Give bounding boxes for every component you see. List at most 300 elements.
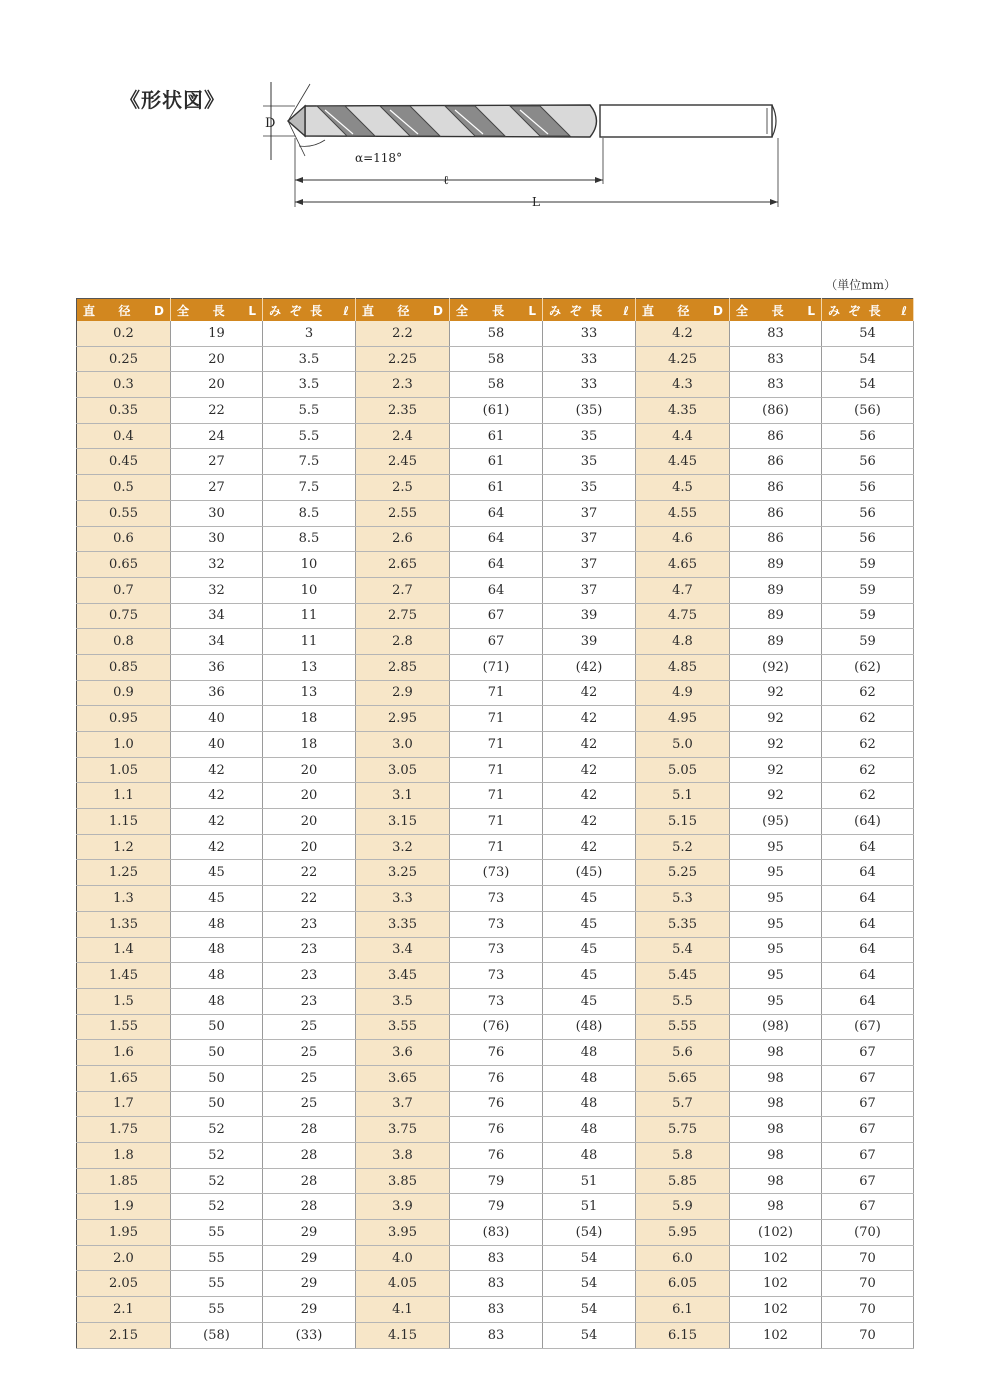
total-length-cell: 76 [450,1117,543,1143]
diameter-cell: 0.2 [77,321,171,346]
total-length-cell: 64 [450,526,543,552]
flute-length-cell: 56 [822,526,914,552]
flute-length-cell: 29 [263,1220,356,1246]
diameter-cell: 2.0 [77,1245,171,1271]
flute-length-cell: 42 [543,757,636,783]
header-total-length: 全 長 L [171,299,263,322]
table-row [77,680,914,706]
total-length-cell: 76 [450,1091,543,1117]
flute-length-cell: 59 [822,577,914,603]
diameter-cell: 4.5 [636,475,730,501]
diameter-cell: 4.7 [636,577,730,603]
table-row [77,1322,914,1348]
table-row [77,706,914,732]
diameter-cell: 5.35 [636,911,730,937]
diameter-cell: 1.25 [77,860,171,886]
flute-length-cell: 64 [822,911,914,937]
flute-length-cell: 25 [263,1065,356,1091]
flute-length-cell: 33 [543,321,636,346]
diameter-cell: 4.6 [636,526,730,552]
total-length-cell: 52 [171,1143,263,1169]
total-length-cell: 98 [730,1194,822,1220]
diameter-cell: 3.3 [356,886,450,912]
flute-length-cell: 54 [822,321,914,346]
drill-shape-diagram [255,72,790,212]
flute-length-cell: 11 [263,629,356,655]
total-length-cell: 48 [171,937,263,963]
table-row [77,1143,914,1169]
diameter-cell: 2.95 [356,706,450,732]
table-row [77,372,914,398]
diameter-cell: 1.85 [77,1168,171,1194]
table-row [77,603,914,629]
flute-length-cell: 54 [543,1322,636,1348]
diameter-cell: 3.25 [356,860,450,886]
diameter-cell: 5.85 [636,1168,730,1194]
total-length-cell: 34 [171,603,263,629]
total-length-cell: 92 [730,680,822,706]
total-length-cell: 67 [450,629,543,655]
flute-length-cell: 3.5 [263,346,356,372]
total-length-cell: 95 [730,860,822,886]
flute-length-cell: 10 [263,552,356,578]
diameter-cell: 1.0 [77,732,171,758]
total-length-cell: 95 [730,988,822,1014]
diameter-cell: 5.15 [636,809,730,835]
total-length-cell: 83 [450,1245,543,1271]
diameter-cell: 5.05 [636,757,730,783]
flute-length-cell: 54 [543,1245,636,1271]
flute-length-cell: 67 [822,1168,914,1194]
flute-length-cell: 56 [822,423,914,449]
table-row [77,321,914,346]
flute-length-cell: 7.5 [263,475,356,501]
flute-length-cell: 42 [543,834,636,860]
diameter-cell: 0.85 [77,654,171,680]
diameter-cell: 2.8 [356,629,450,655]
total-length-cell: (102) [730,1220,822,1246]
diameter-cell: 1.1 [77,783,171,809]
total-length-cell: 79 [450,1194,543,1220]
total-length-cell: 55 [171,1271,263,1297]
flute-length-cell: 39 [543,629,636,655]
header-diameter: 直 径 D [636,299,730,322]
diameter-cell: 4.45 [636,449,730,475]
flute-length-cell: 59 [822,603,914,629]
diameter-cell: 6.15 [636,1322,730,1348]
total-length-cell: 22 [171,398,263,424]
total-length-cell: 19 [171,321,263,346]
diameter-cell: 0.5 [77,475,171,501]
table-row [77,834,914,860]
total-length-cell: 58 [450,372,543,398]
total-length-cell: 92 [730,783,822,809]
total-length-cell: 95 [730,963,822,989]
table-row [77,757,914,783]
diameter-cell: 2.25 [356,346,450,372]
diameter-cell: 6.0 [636,1245,730,1271]
table-row [77,911,914,937]
diameter-cell: 1.9 [77,1194,171,1220]
diameter-cell: 3.95 [356,1220,450,1246]
flute-length-cell: 13 [263,654,356,680]
total-length-cell: 98 [730,1168,822,1194]
flute-length-cell: 22 [263,860,356,886]
drill-point [288,106,305,136]
total-length-cell: 30 [171,526,263,552]
diameter-cell: 1.75 [77,1117,171,1143]
flute-length-cell: 67 [822,1143,914,1169]
total-length-cell: 86 [730,449,822,475]
total-length-cell: 76 [450,1143,543,1169]
diameter-cell: 4.25 [636,346,730,372]
flute-length-cell: 25 [263,1014,356,1040]
flute-length-cell: 45 [543,886,636,912]
header-total-length: 全 長 L [450,299,543,322]
flute-length-cell: 18 [263,732,356,758]
total-length-cell: 98 [730,1040,822,1066]
table-row [77,500,914,526]
total-length-cell: 89 [730,552,822,578]
total-length-cell: 52 [171,1117,263,1143]
flute-length-cell: 33 [543,346,636,372]
drill-spec-table [76,298,914,1349]
total-length-cell: 55 [171,1245,263,1271]
total-length-cell: 40 [171,706,263,732]
flute-length-cell: 62 [822,706,914,732]
angle-label: α=118° [355,151,403,165]
diameter-cell: 1.35 [77,911,171,937]
total-length-cell: 50 [171,1040,263,1066]
diameter-cell: 1.4 [77,937,171,963]
total-length-cell: 42 [171,783,263,809]
total-length-cell: 32 [171,577,263,603]
diameter-cell: 3.65 [356,1065,450,1091]
flute-length-cell: (33) [263,1322,356,1348]
flute-length-cell: 54 [543,1271,636,1297]
total-length-cell: 98 [730,1143,822,1169]
total-length-cell: 36 [171,654,263,680]
total-length-cell: 102 [730,1322,822,1348]
total-length-cell: 95 [730,911,822,937]
flute-length-cell: 37 [543,500,636,526]
diameter-cell: 5.4 [636,937,730,963]
flute-length-cell: 70 [822,1322,914,1348]
total-length-cell: 27 [171,475,263,501]
diameter-cell: 2.15 [77,1322,171,1348]
total-length-cell: 86 [730,500,822,526]
flute-length-cell: 28 [263,1143,356,1169]
flute-length-cell: 56 [822,449,914,475]
flute-length-cell: 59 [822,552,914,578]
diameter-cell: 2.6 [356,526,450,552]
diameter-cell: 3.15 [356,809,450,835]
flute-length-cell: 23 [263,988,356,1014]
diameter-cell: 5.9 [636,1194,730,1220]
flute-length-cell: 54 [543,1297,636,1323]
flute-length-cell: 64 [822,886,914,912]
diameter-cell: 2.2 [356,321,450,346]
diameter-cell: 4.8 [636,629,730,655]
total-length-cell: 89 [730,603,822,629]
diameter-cell: 0.45 [77,449,171,475]
total-length-cell: 73 [450,886,543,912]
total-length-cell: 42 [171,757,263,783]
total-length-cell: 71 [450,783,543,809]
flute-length-cell: (48) [543,1014,636,1040]
flute-length-cell: 56 [822,500,914,526]
flute-length-cell: 37 [543,552,636,578]
flute-length-cell: 67 [822,1117,914,1143]
diameter-cell: 6.05 [636,1271,730,1297]
diameter-cell: 3.7 [356,1091,450,1117]
diameter-cell: 5.3 [636,886,730,912]
total-length-cell: 95 [730,834,822,860]
dimension-d-label: D [265,116,276,131]
flute-length-cell: 3 [263,321,356,346]
diameter-cell: 4.85 [636,654,730,680]
total-length-cell: 52 [171,1168,263,1194]
flute-length-cell: 64 [822,834,914,860]
flute-length-cell: 13 [263,680,356,706]
diameter-cell: 4.05 [356,1271,450,1297]
dimension-l-label: ℓ [443,173,449,187]
flute-length-cell: 20 [263,757,356,783]
flute-length-cell: 18 [263,706,356,732]
total-length-cell: 42 [171,834,263,860]
diameter-cell: 2.35 [356,398,450,424]
total-length-cell: 61 [450,449,543,475]
total-length-cell: 95 [730,937,822,963]
flute-length-cell: 22 [263,886,356,912]
flute-length-cell: 45 [543,963,636,989]
flute-length-cell: 29 [263,1271,356,1297]
total-length-cell: 58 [450,321,543,346]
diameter-cell: 5.55 [636,1014,730,1040]
flute-length-cell: 5.5 [263,423,356,449]
total-length-cell: (86) [730,398,822,424]
total-length-cell: 71 [450,809,543,835]
diameter-cell: 5.45 [636,963,730,989]
diameter-cell: 1.7 [77,1091,171,1117]
total-length-cell: 83 [450,1322,543,1348]
total-length-cell: 102 [730,1245,822,1271]
flute-length-cell: 48 [543,1143,636,1169]
diameter-cell: 0.4 [77,423,171,449]
flute-length-cell: (64) [822,809,914,835]
header-total-length: 全 長 L [730,299,822,322]
diameter-cell: 5.6 [636,1040,730,1066]
total-length-cell: 98 [730,1117,822,1143]
total-length-cell: (58) [171,1322,263,1348]
table-row [77,860,914,886]
flute-length-cell: 23 [263,963,356,989]
flute-length-cell: 70 [822,1245,914,1271]
total-length-cell: 24 [171,423,263,449]
total-length-cell: (71) [450,654,543,680]
diameter-cell: 2.7 [356,577,450,603]
total-length-cell: 76 [450,1040,543,1066]
total-length-cell: 64 [450,552,543,578]
table-row [77,1245,914,1271]
diameter-cell: 3.45 [356,963,450,989]
unit-note: （単位mm） [825,278,896,292]
diameter-cell: 3.8 [356,1143,450,1169]
flute-length-cell: 56 [822,475,914,501]
total-length-cell: 92 [730,706,822,732]
total-length-cell: 48 [171,963,263,989]
flute-length-cell: 62 [822,680,914,706]
flute-length-cell: 28 [263,1117,356,1143]
diameter-cell: 5.75 [636,1117,730,1143]
flute-length-cell: 11 [263,603,356,629]
diameter-cell: 1.55 [77,1014,171,1040]
flute-length-cell: 64 [822,988,914,1014]
diameter-cell: 4.3 [636,372,730,398]
flute-length-cell: 20 [263,834,356,860]
flute-length-cell: 35 [543,475,636,501]
diameter-cell: 2.55 [356,500,450,526]
flute-length-cell: 42 [543,732,636,758]
total-length-cell: 27 [171,449,263,475]
diameter-cell: 4.9 [636,680,730,706]
diameter-cell: 0.9 [77,680,171,706]
diameter-cell: 2.4 [356,423,450,449]
total-length-cell: 61 [450,423,543,449]
total-length-cell: 32 [171,552,263,578]
total-length-cell: 48 [171,988,263,1014]
total-length-cell: (61) [450,398,543,424]
total-length-cell: 50 [171,1091,263,1117]
diameter-cell: 1.45 [77,963,171,989]
diameter-cell: 5.7 [636,1091,730,1117]
flute-length-cell: 42 [543,809,636,835]
total-length-cell: 40 [171,732,263,758]
diameter-cell: 2.05 [77,1271,171,1297]
total-length-cell: 36 [171,680,263,706]
diameter-cell: 2.9 [356,680,450,706]
diameter-cell: 1.2 [77,834,171,860]
diameter-cell: 1.3 [77,886,171,912]
total-length-cell: 102 [730,1271,822,1297]
diameter-cell: 4.75 [636,603,730,629]
header-diameter: 直 径 D [77,299,171,322]
table-row [77,1297,914,1323]
flute-length-cell: 48 [543,1040,636,1066]
diameter-cell: 4.1 [356,1297,450,1323]
flute-length-cell: 45 [543,911,636,937]
diameter-cell: 0.25 [77,346,171,372]
diameter-cell: 0.7 [77,577,171,603]
total-length-cell: 71 [450,680,543,706]
total-length-cell: (83) [450,1220,543,1246]
diameter-cell: 0.8 [77,629,171,655]
diameter-cell: 5.8 [636,1143,730,1169]
total-length-cell: 98 [730,1091,822,1117]
diameter-cell: 3.2 [356,834,450,860]
table-row [77,1014,914,1040]
table-header-row [77,299,914,322]
flute-length-cell: 23 [263,937,356,963]
diameter-cell: 0.65 [77,552,171,578]
flute-length-cell: 28 [263,1194,356,1220]
flute-length-cell: 29 [263,1297,356,1323]
flute-length-cell: 51 [543,1168,636,1194]
diameter-cell: 1.5 [77,988,171,1014]
total-length-cell: 42 [171,809,263,835]
header-flute-length: みぞ長 ℓ [822,299,914,322]
diameter-cell: 3.9 [356,1194,450,1220]
diameter-cell: 2.75 [356,603,450,629]
diameter-cell: 1.6 [77,1040,171,1066]
diameter-cell: 3.6 [356,1040,450,1066]
total-length-cell: (76) [450,1014,543,1040]
flute-length-cell: 51 [543,1194,636,1220]
table-row [77,963,914,989]
drill-shank [600,105,772,137]
diameter-cell: 5.95 [636,1220,730,1246]
total-length-cell: 20 [171,346,263,372]
table-row [77,552,914,578]
diameter-cell: 1.15 [77,809,171,835]
total-length-cell: 83 [450,1271,543,1297]
table-row [77,1271,914,1297]
diameter-cell: 2.65 [356,552,450,578]
total-length-cell: 73 [450,911,543,937]
total-length-cell: 71 [450,757,543,783]
diameter-cell: 3.55 [356,1014,450,1040]
header-flute-length: みぞ長 ℓ [263,299,356,322]
flute-length-cell: 25 [263,1040,356,1066]
total-length-cell: 45 [171,886,263,912]
total-length-cell: 98 [730,1065,822,1091]
flute-length-cell: 3.5 [263,372,356,398]
flute-length-cell: 54 [822,372,914,398]
flute-length-cell: 25 [263,1091,356,1117]
diameter-cell: 2.1 [77,1297,171,1323]
flute-length-cell: 67 [822,1194,914,1220]
flute-length-cell: 67 [822,1040,914,1066]
diameter-cell: 0.3 [77,372,171,398]
total-length-cell: 79 [450,1168,543,1194]
table-row [77,809,914,835]
diameter-cell: 4.35 [636,398,730,424]
table-row [77,886,914,912]
flute-length-cell: 64 [822,937,914,963]
flute-length-cell: 62 [822,732,914,758]
diameter-cell: 5.25 [636,860,730,886]
flute-length-cell: 48 [543,1117,636,1143]
flute-length-cell: 29 [263,1245,356,1271]
diameter-cell: 0.75 [77,603,171,629]
total-length-cell: 73 [450,963,543,989]
total-length-cell: (73) [450,860,543,886]
total-length-cell: 76 [450,1065,543,1091]
header-diameter: 直 径 D [356,299,450,322]
flute-length-cell: (56) [822,398,914,424]
table-row [77,346,914,372]
flute-length-cell: 59 [822,629,914,655]
flute-length-cell: 39 [543,603,636,629]
flute-length-cell: 35 [543,423,636,449]
diameter-cell: 4.55 [636,500,730,526]
flute-length-cell: 70 [822,1297,914,1323]
table-row [77,937,914,963]
diameter-cell: 5.2 [636,834,730,860]
flute-length-cell: (54) [543,1220,636,1246]
table-row [77,783,914,809]
diameter-cell: 0.95 [77,706,171,732]
